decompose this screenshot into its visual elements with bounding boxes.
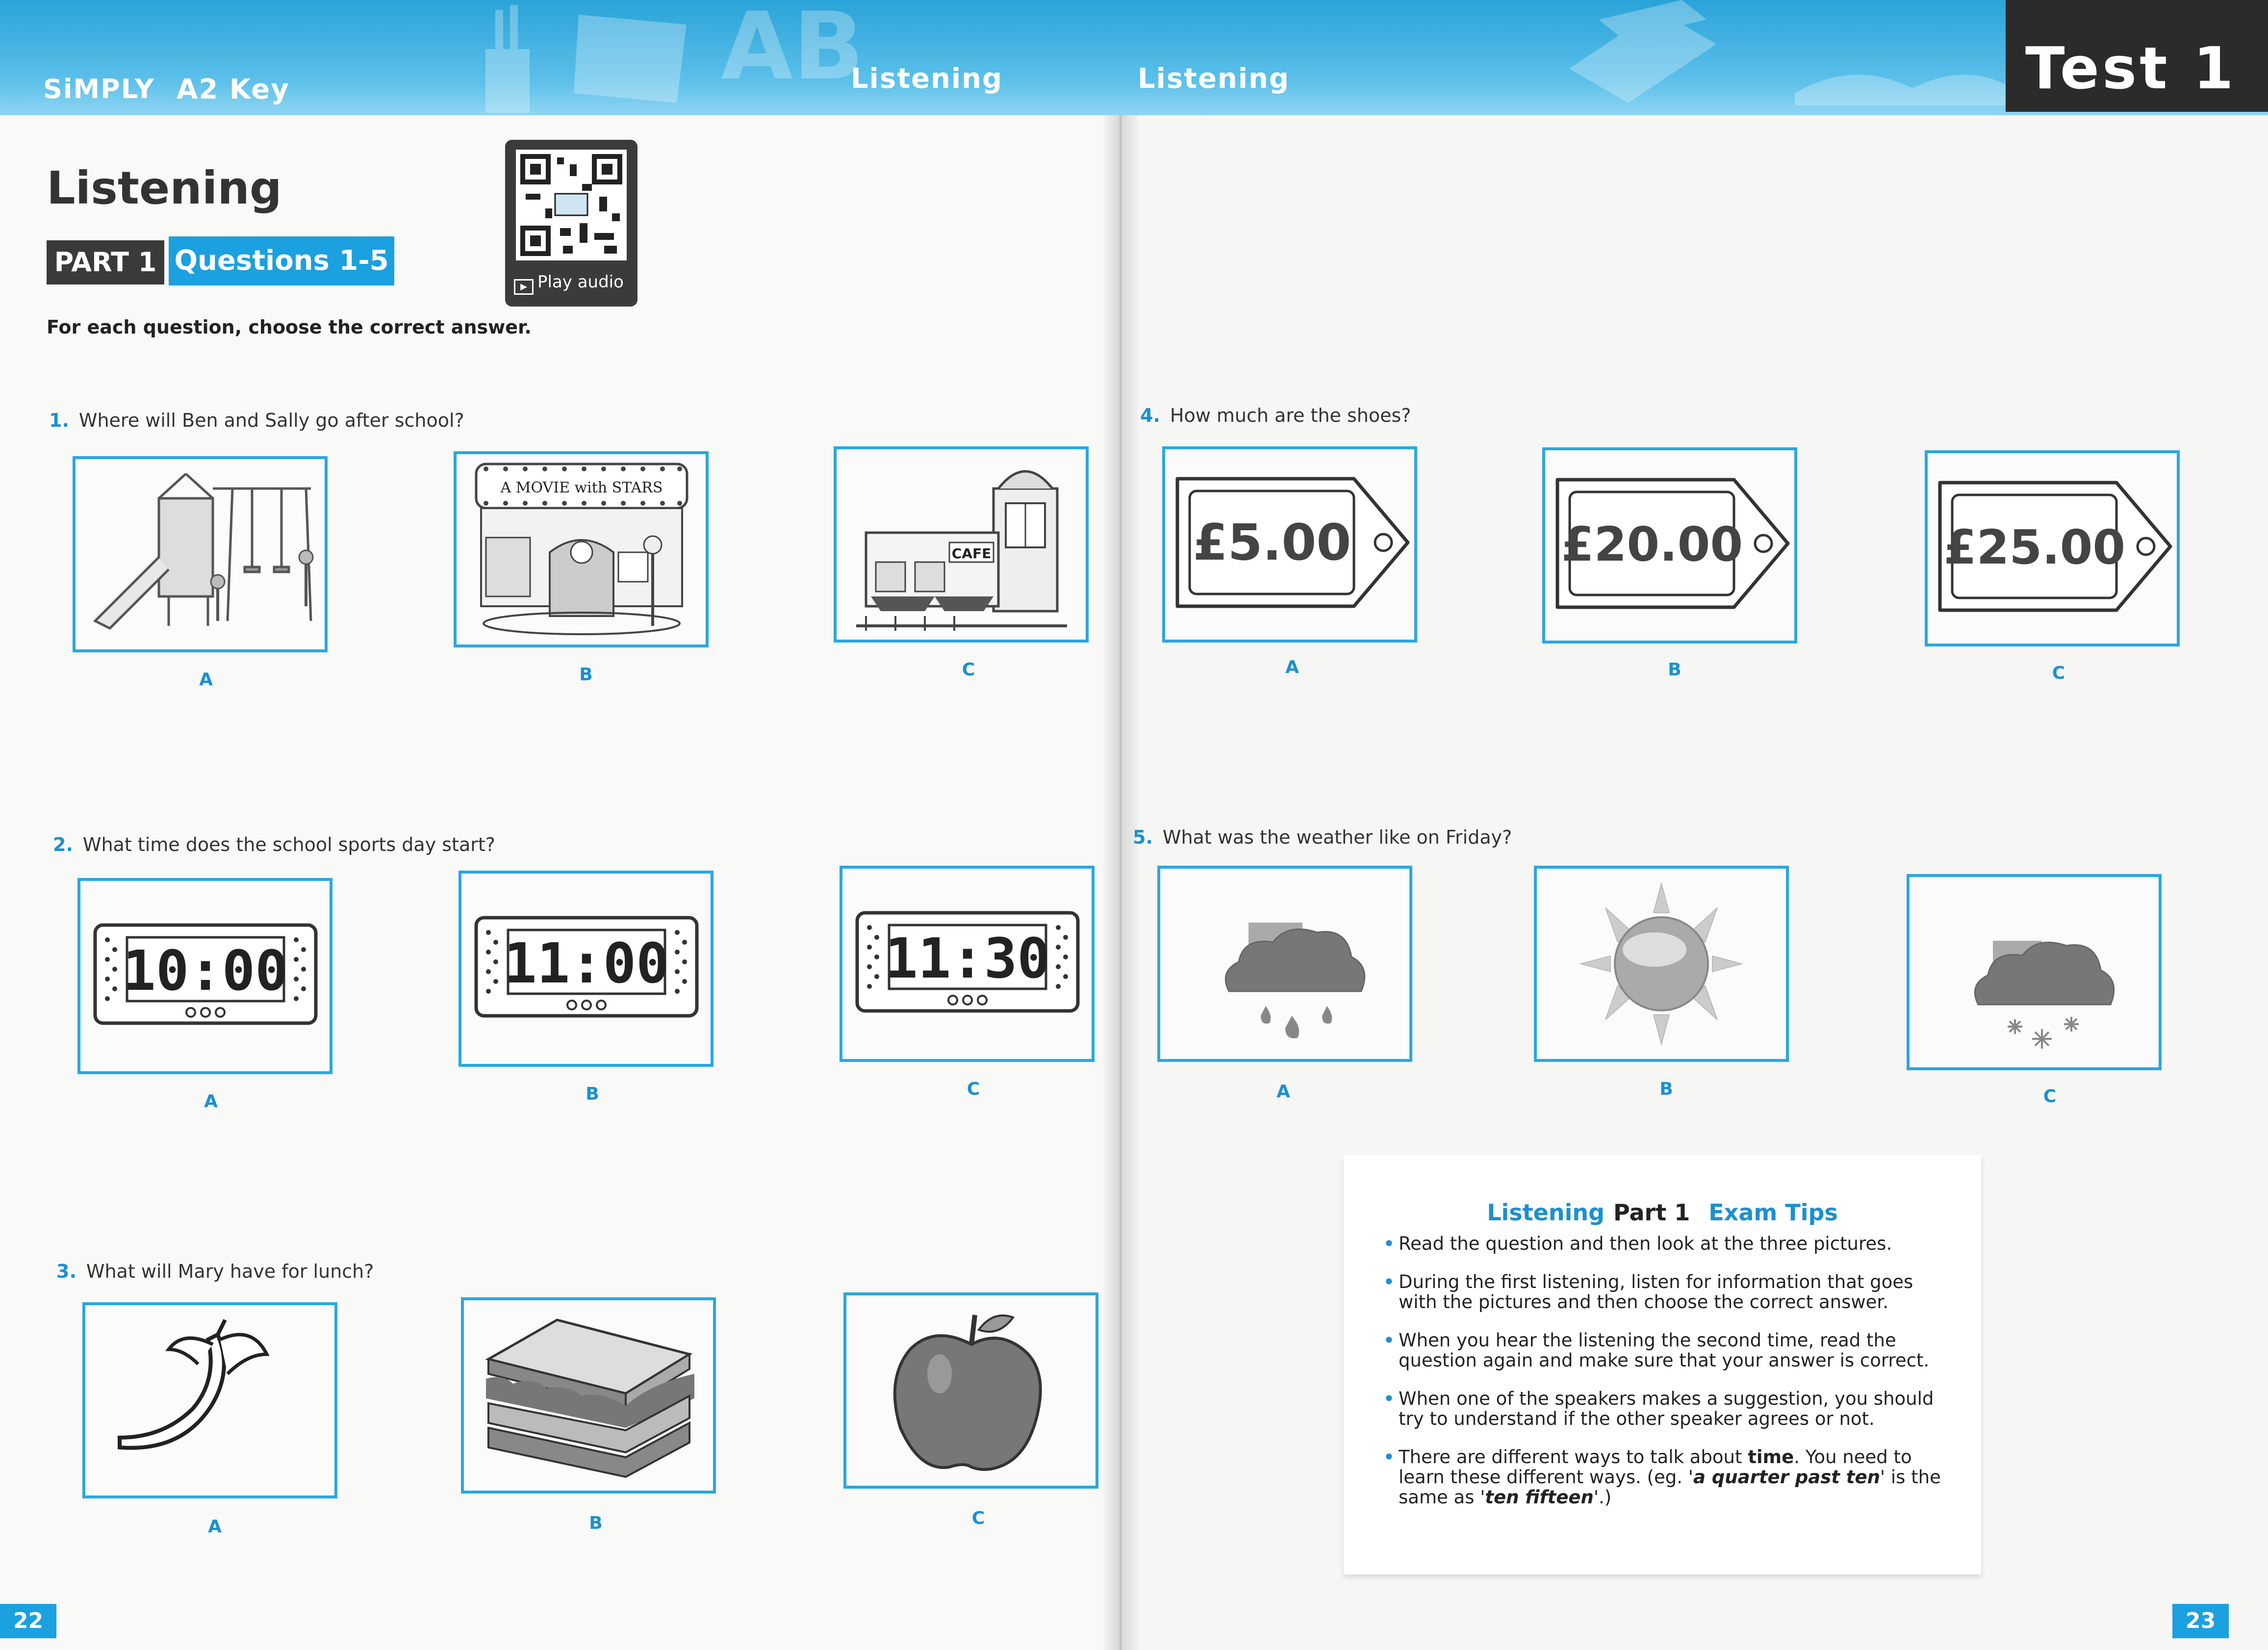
tip-example: ten fifteen [1485, 1487, 1594, 1508]
cinema-sign-text: A MOVIE with STARS [500, 479, 663, 496]
question-number: 1. [49, 410, 69, 431]
rain-cloud-icon [1160, 869, 1409, 1059]
question-text: How much are the shoes? [1170, 405, 1411, 426]
option-label: B [589, 1513, 603, 1533]
play-audio-label: Play audio [537, 272, 624, 292]
page-number-left: 22 [0, 1604, 56, 1638]
option-label: B [579, 665, 593, 685]
option-2c-clock[interactable] [840, 866, 1095, 1062]
section-header-left: Listening [851, 63, 1003, 95]
question-2 [53, 834, 495, 855]
option-1a-playground[interactable] [73, 456, 328, 652]
digital-clock-icon [80, 881, 330, 1071]
tip-text: . You need to learn these different ways. (eg. ' [1399, 1446, 1912, 1488]
question-text: What will Mary have for lunch? [86, 1261, 374, 1282]
apple-icon [846, 1295, 1096, 1486]
cafe-icon [837, 449, 1086, 640]
digital-clock-icon [461, 874, 711, 1064]
option-1b-cinema[interactable] [454, 451, 709, 647]
header-band-left [0, 0, 1118, 115]
play-icon: ▶ [514, 279, 534, 295]
price-tag-icon [1545, 450, 1794, 641]
play-audio-button[interactable] [514, 272, 624, 295]
question-1 [49, 410, 464, 431]
tips-list [1383, 1234, 1942, 1525]
question-number: 4. [1140, 405, 1160, 426]
tip-item: • When one of the speakers makes a suggestion, you should try to understand if the other speaker agrees or not. [1383, 1389, 1942, 1429]
clock-time: 11:00 [504, 932, 669, 996]
clock-time: 11:30 [885, 927, 1050, 991]
option-label: C [971, 1508, 985, 1528]
page-title: Listening [47, 162, 282, 214]
page-number-right: 23 [2172, 1604, 2229, 1638]
option-label: C [2052, 663, 2065, 683]
question-4 [1140, 405, 1411, 426]
question-3 [56, 1261, 374, 1282]
tip-item-time [1383, 1447, 1942, 1507]
option-3c-apple[interactable] [843, 1292, 1098, 1489]
tip-text: '.) [1593, 1487, 1612, 1508]
tip-example: a quarter past ten [1693, 1467, 1880, 1488]
playground-icon [76, 459, 325, 649]
tips-title [1344, 1199, 1981, 1226]
tips-title-section: Listening [1487, 1199, 1605, 1226]
cinema-icon [457, 454, 706, 645]
price-text: £25.00 [1943, 520, 2126, 575]
digital-clock-icon [842, 869, 1092, 1059]
tip-item: • During the first listening, listen for information that goes with the pictures and then choose the correct answer. [1383, 1272, 1942, 1312]
tip-text: There are different ways to talk about [1399, 1446, 1748, 1468]
option-label: A [208, 1517, 222, 1537]
tip-item: • When you hear the listening the second time, read the question again and make sure that your answer is correct. [1383, 1330, 1942, 1370]
option-1c-cafe[interactable] [834, 446, 1089, 643]
question-number: 5. [1133, 826, 1153, 848]
tip-text: ' is the same as ' [1399, 1467, 1941, 1508]
option-label: A [199, 670, 213, 690]
qr-code-icon [516, 150, 627, 260]
tips-title-part: Part 1 [1613, 1199, 1690, 1226]
price-tag-icon [1928, 453, 2177, 644]
option-label: A [1285, 657, 1299, 677]
tip-emphasis: time [1748, 1446, 1794, 1468]
option-5a-rain-cloud[interactable] [1157, 866, 1412, 1062]
clock-time: 10:00 [123, 939, 288, 1003]
question-number: 3. [56, 1261, 76, 1282]
option-label: C [962, 660, 975, 680]
snow-cloud-icon [1910, 877, 2159, 1067]
option-2b-clock[interactable] [459, 871, 714, 1067]
option-3a-banana[interactable] [82, 1302, 337, 1498]
tips-title-label: Exam Tips [1708, 1199, 1838, 1226]
option-2a-clock[interactable] [77, 878, 332, 1074]
option-5b-sun[interactable] [1534, 866, 1789, 1062]
option-5c-snow-cloud[interactable] [1907, 874, 2162, 1070]
book-gutter [1103, 0, 1138, 1650]
sandwich-icon [464, 1300, 713, 1491]
option-label: B [1659, 1079, 1673, 1099]
question-text: What was the weather like on Friday? [1162, 826, 1512, 848]
option-label: B [586, 1084, 599, 1104]
price-tag-icon [1165, 449, 1414, 640]
question-number: 2. [53, 834, 73, 855]
cafe-sign-text: CAFE [951, 545, 992, 562]
part-badge: PART 1 [47, 240, 164, 284]
option-4a-price-tag[interactable] [1162, 446, 1417, 643]
sun-icon [1537, 869, 1786, 1059]
option-label: B [1668, 660, 1682, 680]
option-label: A [1276, 1082, 1290, 1102]
option-4c-price-tag[interactable] [1925, 450, 2180, 646]
tip-item: • Read the question and then look at the three pictures. [1383, 1234, 1942, 1254]
option-label: C [2043, 1086, 2057, 1107]
option-label: C [967, 1079, 980, 1099]
price-text: £20.00 [1561, 517, 1743, 572]
questions-range-badge: Questions 1-5 [169, 236, 394, 285]
question-5 [1133, 826, 1512, 848]
section-header-right: Listening [1138, 63, 1290, 95]
svg-text:AB: AB [721, 0, 864, 101]
banana-icon [85, 1305, 334, 1495]
series-name: SiMPLY [43, 74, 155, 104]
stationery-decoration [466, 0, 864, 113]
exam-tips-box [1344, 1155, 1981, 1574]
option-4b-price-tag[interactable] [1542, 447, 1797, 644]
option-3b-sandwich[interactable] [461, 1297, 716, 1494]
test-label: Test 1 [2025, 34, 2237, 102]
option-label: A [204, 1091, 218, 1111]
instruction-text: For each question, choose the correct answer. [47, 316, 532, 338]
price-text: £5.00 [1193, 514, 1351, 572]
qr-audio-card[interactable] [505, 140, 637, 307]
level-name: A2 Key [177, 74, 290, 105]
question-text: Where will Ben and Sally go after school? [78, 410, 464, 431]
books-decoration [1559, 0, 2025, 110]
question-text: What time does the school sports day start? [82, 834, 495, 855]
